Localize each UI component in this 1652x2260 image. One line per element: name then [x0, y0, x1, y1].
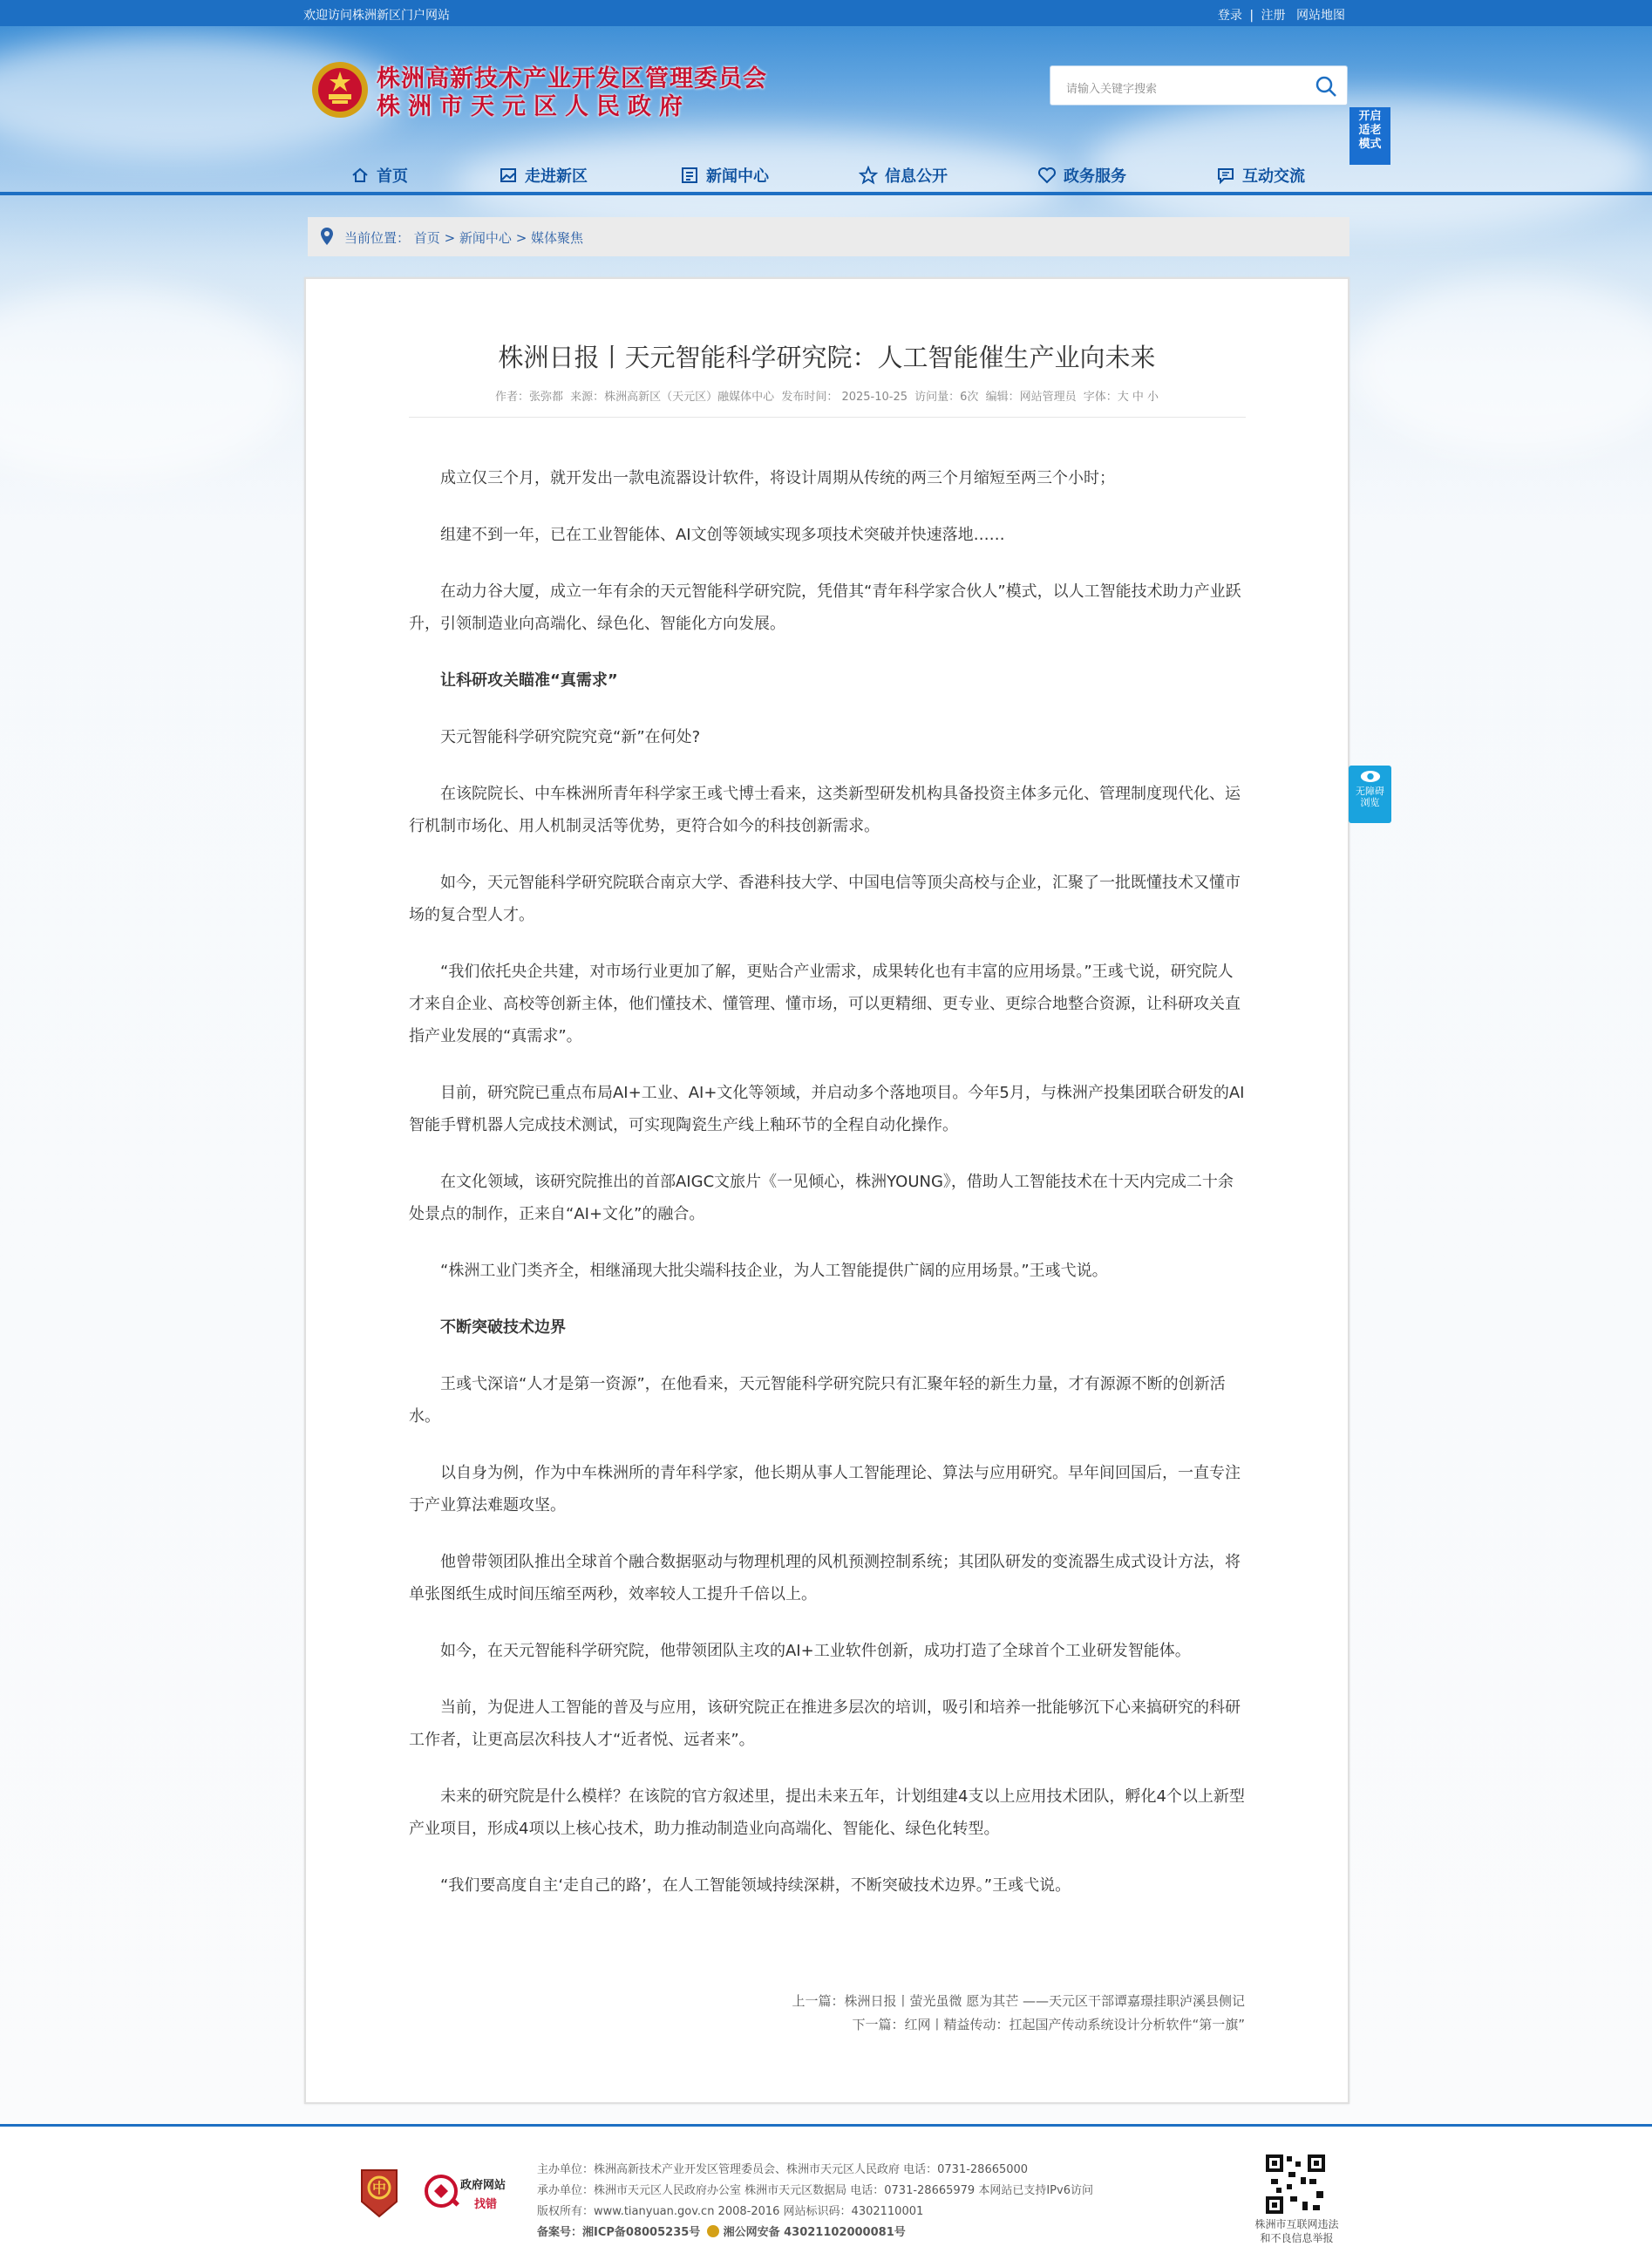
article-paragraph: 组建不到一年，已在工业智能体、AI文创等领域实现多项技术突破并快速落地……	[440, 526, 1005, 544]
nav-item-home[interactable]	[350, 164, 408, 187]
article-paragraph: 天元智能科学研究院究竟“新”在何处?	[440, 728, 701, 746]
article-meta	[306, 387, 1348, 404]
chat-icon	[1216, 166, 1235, 185]
footer-beian-row	[537, 2223, 1093, 2243]
nav-label: 首页	[377, 167, 408, 186]
article-paragraph: “我们依托央企共建，对市场行业更加了解，更贴合产业需求，成果转化也有丰富的应用场景。”王彧弋说，研究院人才来自企业、高校等创新主体，他们懂技术、懂管理、懂市场，可以更精细、更专业、更综合地整合资源，让科研攻关直指产业发展的“真需求”。	[409, 963, 1241, 1045]
accessibility-button[interactable]	[1349, 766, 1391, 823]
accessibility-label: 浏览	[1360, 797, 1380, 808]
breadcrumb	[308, 217, 1349, 256]
beian-link[interactable]: 湘ICP备08005235号	[582, 2226, 701, 2239]
breadcrumb-news[interactable]: 新闻中心	[459, 230, 512, 246]
nav-label: 政务服务	[1064, 167, 1126, 186]
meta-views: 访问量：6次	[914, 391, 979, 404]
meta-author: 作者：张弥都	[495, 391, 564, 404]
national-emblem-logo[interactable]	[309, 59, 371, 120]
heart-icon	[1037, 166, 1057, 185]
prev-title[interactable]: 株洲日报丨萤光虽微 愿为其芒 ——天元区干部谭嘉璟挂职泸溪县侧记	[844, 1993, 1245, 2009]
article-paragraph: 如今，在天元智能科学研究院，他带领团队主攻的AI+工业软件创新，成功打造了全球首个工业研发智能体。	[440, 1642, 1191, 1660]
home-icon	[350, 166, 370, 185]
search-box[interactable]	[1050, 65, 1348, 106]
nav-item-services[interactable]	[1037, 164, 1126, 187]
location-pin-icon	[320, 227, 334, 249]
article-paragraph: 在动力谷大厦，成立一年有余的天元智能科学研究院，凭借其“青年科学家合伙人”模式，以人工智能技术助力产业跃升，引领制造业向高端化、绿色化、智能化方向发展。	[409, 582, 1241, 633]
article-paragraph: 如今，天元智能科学研究院联合南京大学、香港科技大学、中国电信等顶尖高校与企业，汇聚了一批既懂技术又懂市场的复合型人才。	[409, 874, 1241, 924]
nav-divider	[0, 192, 1652, 195]
gov-badge-sub: 找错	[474, 2198, 498, 2211]
nav-label: 走进新区	[525, 167, 588, 186]
gov-site-error-report-badge[interactable]	[422, 2168, 527, 2217]
register-link[interactable]: 注册	[1261, 9, 1286, 23]
footer-host: 主办单位：株洲高新技术产业开发区管理委员会、株洲市天元区人民政府 电话：0731-28665000	[537, 2163, 1029, 2176]
article-panel	[304, 277, 1349, 2104]
qr-code-icon	[1264, 2153, 1327, 2216]
next-article-link[interactable]	[792, 2013, 1245, 2037]
eye-icon	[1360, 770, 1381, 783]
svg-text:中: 中	[371, 2180, 387, 2196]
divider: |	[1249, 9, 1254, 23]
login-link[interactable]: 登录	[1217, 9, 1242, 23]
prev-label: 上一篇：	[792, 1993, 845, 2009]
nav-label: 新闻中心	[706, 167, 769, 186]
sitemap-link[interactable]: 网站地图	[1296, 9, 1345, 23]
article-paragraph: 成立仅三个月，就开发出一款电流器设计软件，将设计周期从传统的两三个月缩短至两三个小时；	[440, 469, 1115, 487]
nav-item-info[interactable]	[859, 164, 948, 187]
article-paragraph: 未来的研究院是什么模样？在该院的官方叙述里，提出未来五年，计划组建4支以上应用技术团队，孵化4个以上新型产业项目，形成4项以上核心技术，助力推动制造业向高端化、智能化、绿色化转型。	[409, 1787, 1245, 1838]
report-line: 株洲市互联网违法	[1254, 2218, 1339, 2230]
police-badge-icon	[707, 2225, 719, 2237]
meta-published: 发布时间： 2025-10-25	[781, 391, 908, 404]
gov-badge-label: 政府网站	[460, 2179, 506, 2192]
article-title: 株洲日报丨天元智能科学研究院：人工智能催生产业向未来	[498, 343, 1156, 372]
article-paragraph: “株洲工业门类齐全，相继涌现大批尖端科技企业，为人工智能提供广阔的应用场景。”王彧弋说。	[440, 1262, 1108, 1280]
article-paragraph: “我们要高度自主‘走自己的路’，在人工智能领域持续深耕，不断突破技术边界。”王彧弋说。	[440, 1876, 1071, 1895]
cloud-decoration	[0, 288, 296, 480]
report-text	[1238, 2217, 1356, 2245]
elder-mode-label: 开启	[1358, 110, 1382, 123]
top-links	[1214, 6, 1345, 24]
search-input[interactable]: 请输入关键字搜索	[1066, 83, 1158, 96]
title-divider	[409, 417, 1246, 418]
breadcrumb-prefix: 当前位置：	[344, 230, 411, 246]
meta-editor: 编辑：网站管理员	[985, 391, 1077, 404]
search-icon[interactable]	[1314, 74, 1338, 99]
article-paragraph: 在该院院长、中车株洲所青年科学家王彧弋博士看来，这类新型研发机构具备投资主体多元化、管理制度现代化、运行机制市场化、用人机制灵活等优势，更符合如今的科技创新需求。	[409, 785, 1241, 835]
star-icon	[859, 166, 878, 185]
site-name-line1: 株洲高新技术产业开发区管理委员会	[377, 65, 767, 92]
site-name-line2: 株洲市天元区人民政府	[377, 93, 690, 120]
nav-item-interact[interactable]	[1216, 164, 1305, 187]
report-line: 和不良信息举报	[1260, 2232, 1334, 2244]
article-subheading: 让科研攻关瞄准“真需求”	[440, 671, 618, 690]
meta-font-size[interactable]: 字体：大 中 小	[1083, 391, 1159, 404]
nav-item-news[interactable]	[680, 164, 769, 187]
breadcrumb-separator: >	[511, 230, 532, 246]
beian-label: 备案号：	[537, 2226, 583, 2239]
next-title[interactable]: 红网丨精益传动：扛起国产传动系统设计分析软件“第一旗”	[904, 2017, 1245, 2032]
prev-next-links	[792, 1990, 1245, 2037]
footer	[0, 2127, 1652, 2260]
cloud-decoration	[1351, 279, 1652, 453]
article-paragraph: 在文化领域，该研究院推出的首部AIGC文旅片《一见倾心，株洲YOUNG》，借助人工智能技术在十天内完成二十余处景点的制作，正来自“AI+文化”的融合。	[409, 1173, 1234, 1223]
breadcrumb-separator: >	[439, 230, 459, 246]
newspaper-icon	[680, 166, 699, 185]
party-emblem-icon[interactable]	[357, 2167, 401, 2219]
nav-item-about[interactable]	[499, 164, 588, 187]
article-paragraph: 目前，研究院已重点布局AI+工业、AI+文化等领域，并启动多个落地项目。今年5月，与株洲产投集团联合研发的AI智能手臂机器人完成技术测试，可实现陶瓷生产线上釉环节的全程自动化操作。	[409, 1084, 1245, 1134]
meta-source: 来源：株洲高新区（天元区）融媒体中心	[570, 391, 775, 404]
nav-label: 信息公开	[885, 167, 948, 186]
nav-label: 互动交流	[1242, 167, 1305, 186]
elder-mode-label: 模式	[1358, 138, 1382, 151]
article-paragraph: 王彧弋深谙“人才是第一资源”，在他看来，天元智能科学研究院只有汇聚年轻的新生力量，才有源源不断的创新活水。	[409, 1375, 1226, 1426]
police-beian-link[interactable]: 湘公网安备 43021102000081号	[723, 2226, 906, 2239]
footer-copyright: 版权所有：www.tianyuan.gov.cn 2008-2016 网站标识码：4302110001	[537, 2205, 924, 2218]
article-paragraph: 以自身为例，作为中车株洲所的青年科学家，他长期从事人工智能理论、算法与应用研究。早年间回国后，一直专注于产业算法难题攻坚。	[409, 1464, 1241, 1515]
breadcrumb-home[interactable]: 首页	[413, 230, 440, 246]
next-label: 下一篇：	[852, 2017, 905, 2032]
welcome-text: 欢迎访问株洲新区门户网站	[303, 9, 450, 23]
picture-icon	[499, 166, 518, 185]
article-paragraph: 当前，为促进人工智能的普及与应用，该研究院正在推进多层次的培训，吸引和培养一批能够沉下心来搞研究的科研工作者，让更高层次科技人才“近者悦、远者来”。	[409, 1698, 1241, 1749]
article-subheading: 不断突破技术边界	[440, 1318, 566, 1337]
footer-info	[537, 2160, 1093, 2243]
prev-article-link[interactable]	[792, 1990, 1245, 2013]
article-body	[409, 462, 1247, 1926]
breadcrumb-media[interactable]: 媒体聚焦	[531, 230, 584, 246]
elder-mode-label: 适老	[1358, 124, 1382, 137]
main-nav	[0, 157, 1652, 192]
article-paragraph: 他曾带领团队推出全球首个融合数据驱动与物理机理的风机预测控制系统；其团队研发的变流器生成式设计方法，将单张图纸生成时间压缩至两秒，效率较人工提升千倍以上。	[409, 1553, 1241, 1603]
footer-organizer: 承办单位：株洲市天元区人民政府办公室 株洲市天元区数据局 电话：0731-28665979 本网站已支持IPv6访问	[537, 2184, 1093, 2197]
accessibility-label: 无障碍	[1356, 786, 1384, 797]
top-bar	[0, 0, 1652, 26]
